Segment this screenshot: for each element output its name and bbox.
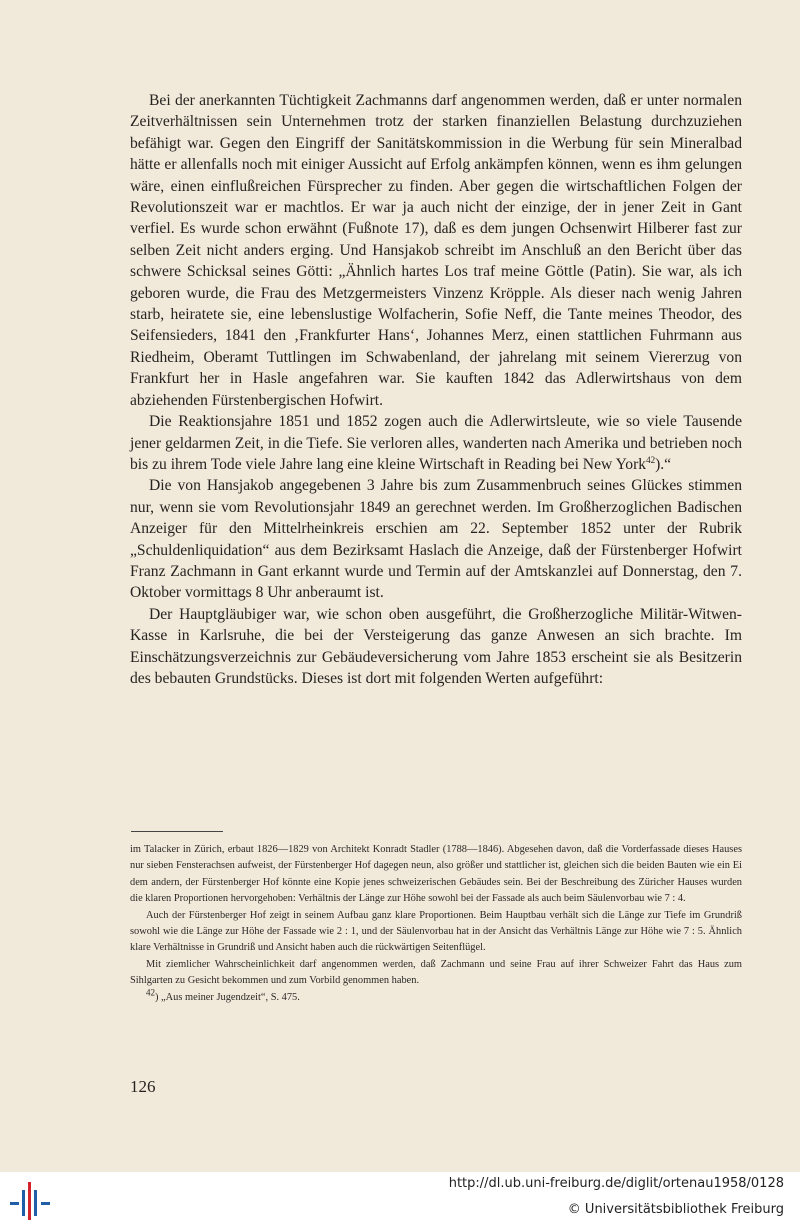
paragraph-4: Der Hauptgläubiger war, wie schon oben ausgeführt, die Großherzogliche Militär-Witwen-Kasse in Karlsruhe, die bei der Versteigerung das ganze Anwesen an sich brachte. Im Einschätzungsverzeichnis zur Gebäudeversicherung vom Jahre 1853 erscheint sie als Besitzerin des bebauten Grundstücks. Dieses ist dort mit folgenden Werten aufgeführt: [130, 605, 742, 687]
body-text [130, 90, 742, 689]
copyright-notice: © Universitätsbibliothek Freiburg [567, 1202, 784, 1217]
footnote-divider [131, 831, 223, 832]
paragraph-2-tail: ).“ [655, 455, 672, 473]
paragraph-1: Bei der anerkannten Tüchtigkeit Zachmanns darf angenommen werden, daß er unter normalen Zeitverhältnissen sein Unternehmen trotz der starken finanziellen Belastung durchzuziehen befähigt war. Gegen den Eingriff der Sanitätskommission in die Werbung für sein Mineralbad hätte er allenfalls noch mit einiger Aussicht auf Erfolg ankämpfen können, wenn es ihm gelungen wäre, einen einflußreichen Fürsprecher zu finden. Aber gegen die wirtschaftlichen Folgen der Revolutionszeit war er machtlos. Er war ja auch nicht der einzige, der in jener Zeit in Gant verfiel. Es wurde schon erwähnt (Fußnote 17), daß es dem jungen Ochsenwirt Hilberer fast zur selben Zeit nicht anders erging. Und Hansjakob schreibt im Anschluß an den Bericht über das schwere Schicksal seines Götti: „Ähnlich hartes Los traf meine Göttle (Patin). Sie war, als ich geboren wurde, die Frau des Metzgermeisters Vinzenz Kröpple. Als dieser nach wenig Jahren starb, heiratete sie, eine lebenslustige Wolfacherin, Sofie Neff, die Tante meines Theodor, des Seifensieders, 1841 den ‚Frankfurter Hans‘, Johannes Merz, einen stattlichen Fuhrmann aus Riedheim, Oberamt Tuttlingen im Schwabenland, der jahrelang mit seinem Viererzug von Frankfurt her in Hasle angefahren war. Sie kauften 1842 das Adlerwirtshaus von dem abziehenden Fürstenbergischen Hofwirt. [130, 92, 742, 409]
footnotes [130, 842, 742, 1006]
source-url-link[interactable]: http://dl.ub.uni-freiburg.de/diglit/ortenau1958/0128 [448, 1176, 784, 1191]
footnote-42 [130, 987, 742, 1006]
paragraph-2-text: Die Reaktionsjahre 1851 und 1852 zogen auch die Adlerwirtsleute, wie so viele Tausende jener geldarmen Zeit, in die Tiefe. Sie verloren alles, wanderten nach Amerika und betrieben noch bis zu ihrem Tode viele Jahre lang eine kleine Wirtschaft in Reading bei New York [130, 413, 742, 473]
footnote-ref-42: 42 [646, 454, 656, 465]
footnote-42-text: ) „Aus meiner Jugendzeit“, S. 475. [155, 991, 300, 1003]
footnote-continuation-3: Mit ziemlicher Wahrscheinlichkeit darf angenommen werden, daß Zachmann und seine Frau auf ihrer Schweizer Fahrt das Haus zum Sihlgarten zu Gesicht bekommen und zum Vorbild genommen haben. [130, 958, 742, 987]
footnote-continuation-1: im Talacker in Zürich, erbaut 1826—1829 von Architekt Konradt Stadler (1788—1846). Abgesehen davon, daß die Vorderfassade dieses Hauses nur sieben Fensterachsen aufweist, der Fürstenberger Hof dagegen neun, also größer und stattlicher ist, gleichen sich die beiden Bauten wie ein Ei dem andern, der Fürstenberger Hof könnte eine Kopie jenes schweizerischen Gebäudes sein. Bei der Beschreibung des Züricher Hauses wurden die klaren Proportionen hervorgehoben: Verhältnis der Länge zur Höhe sowohl bei der Fassade als auch beim Säulenvorbau wie 7 : 4. [130, 844, 742, 905]
paragraph-2 [130, 411, 742, 475]
footnote-42-marker: 42 [146, 987, 155, 998]
footnote-continuation-2: Auch der Fürstenberger Hof zeigt in seinem Aufbau ganz klare Proportionen. Beim Hauptbau verhält sich die Länge zur Tiefe im Grundriß sowohl wie die Länge zur Höhe der Fassade wie 2 : 1, und der Säulenvorbau hat in der Ansicht das Verhältnis Länge zur Höhe wie 7 : 5. Ähnlich klare Verhältnisse in Grundriß und Ansicht haben auch die rückwärtigen Seitenflügel. [130, 909, 742, 954]
page-number: 126 [130, 1077, 156, 1096]
library-logo-icon [10, 1180, 50, 1220]
paragraph-3: Die von Hansjakob angegebenen 3 Jahre bis zum Zusammenbruch seines Glückes stimmen nur, wenn sie vom Revolutionsjahr 1849 an gerechnet werden. Im Großherzoglichen Badischen Anzeiger für den Mittelrheinkreis erschien am 22. September 1852 unter der Rubrik „Schuldenliquidation“ aus dem Bezirksamt Haslach die Anzeige, daß der Fürstenberger Hofwirt Franz Zachmann in Gant erkannt wurde und Termin auf der Amtskanzlei auf Donnerstag, den 7. Oktober vormittags 8 Uhr anberaumt ist. [130, 477, 742, 602]
